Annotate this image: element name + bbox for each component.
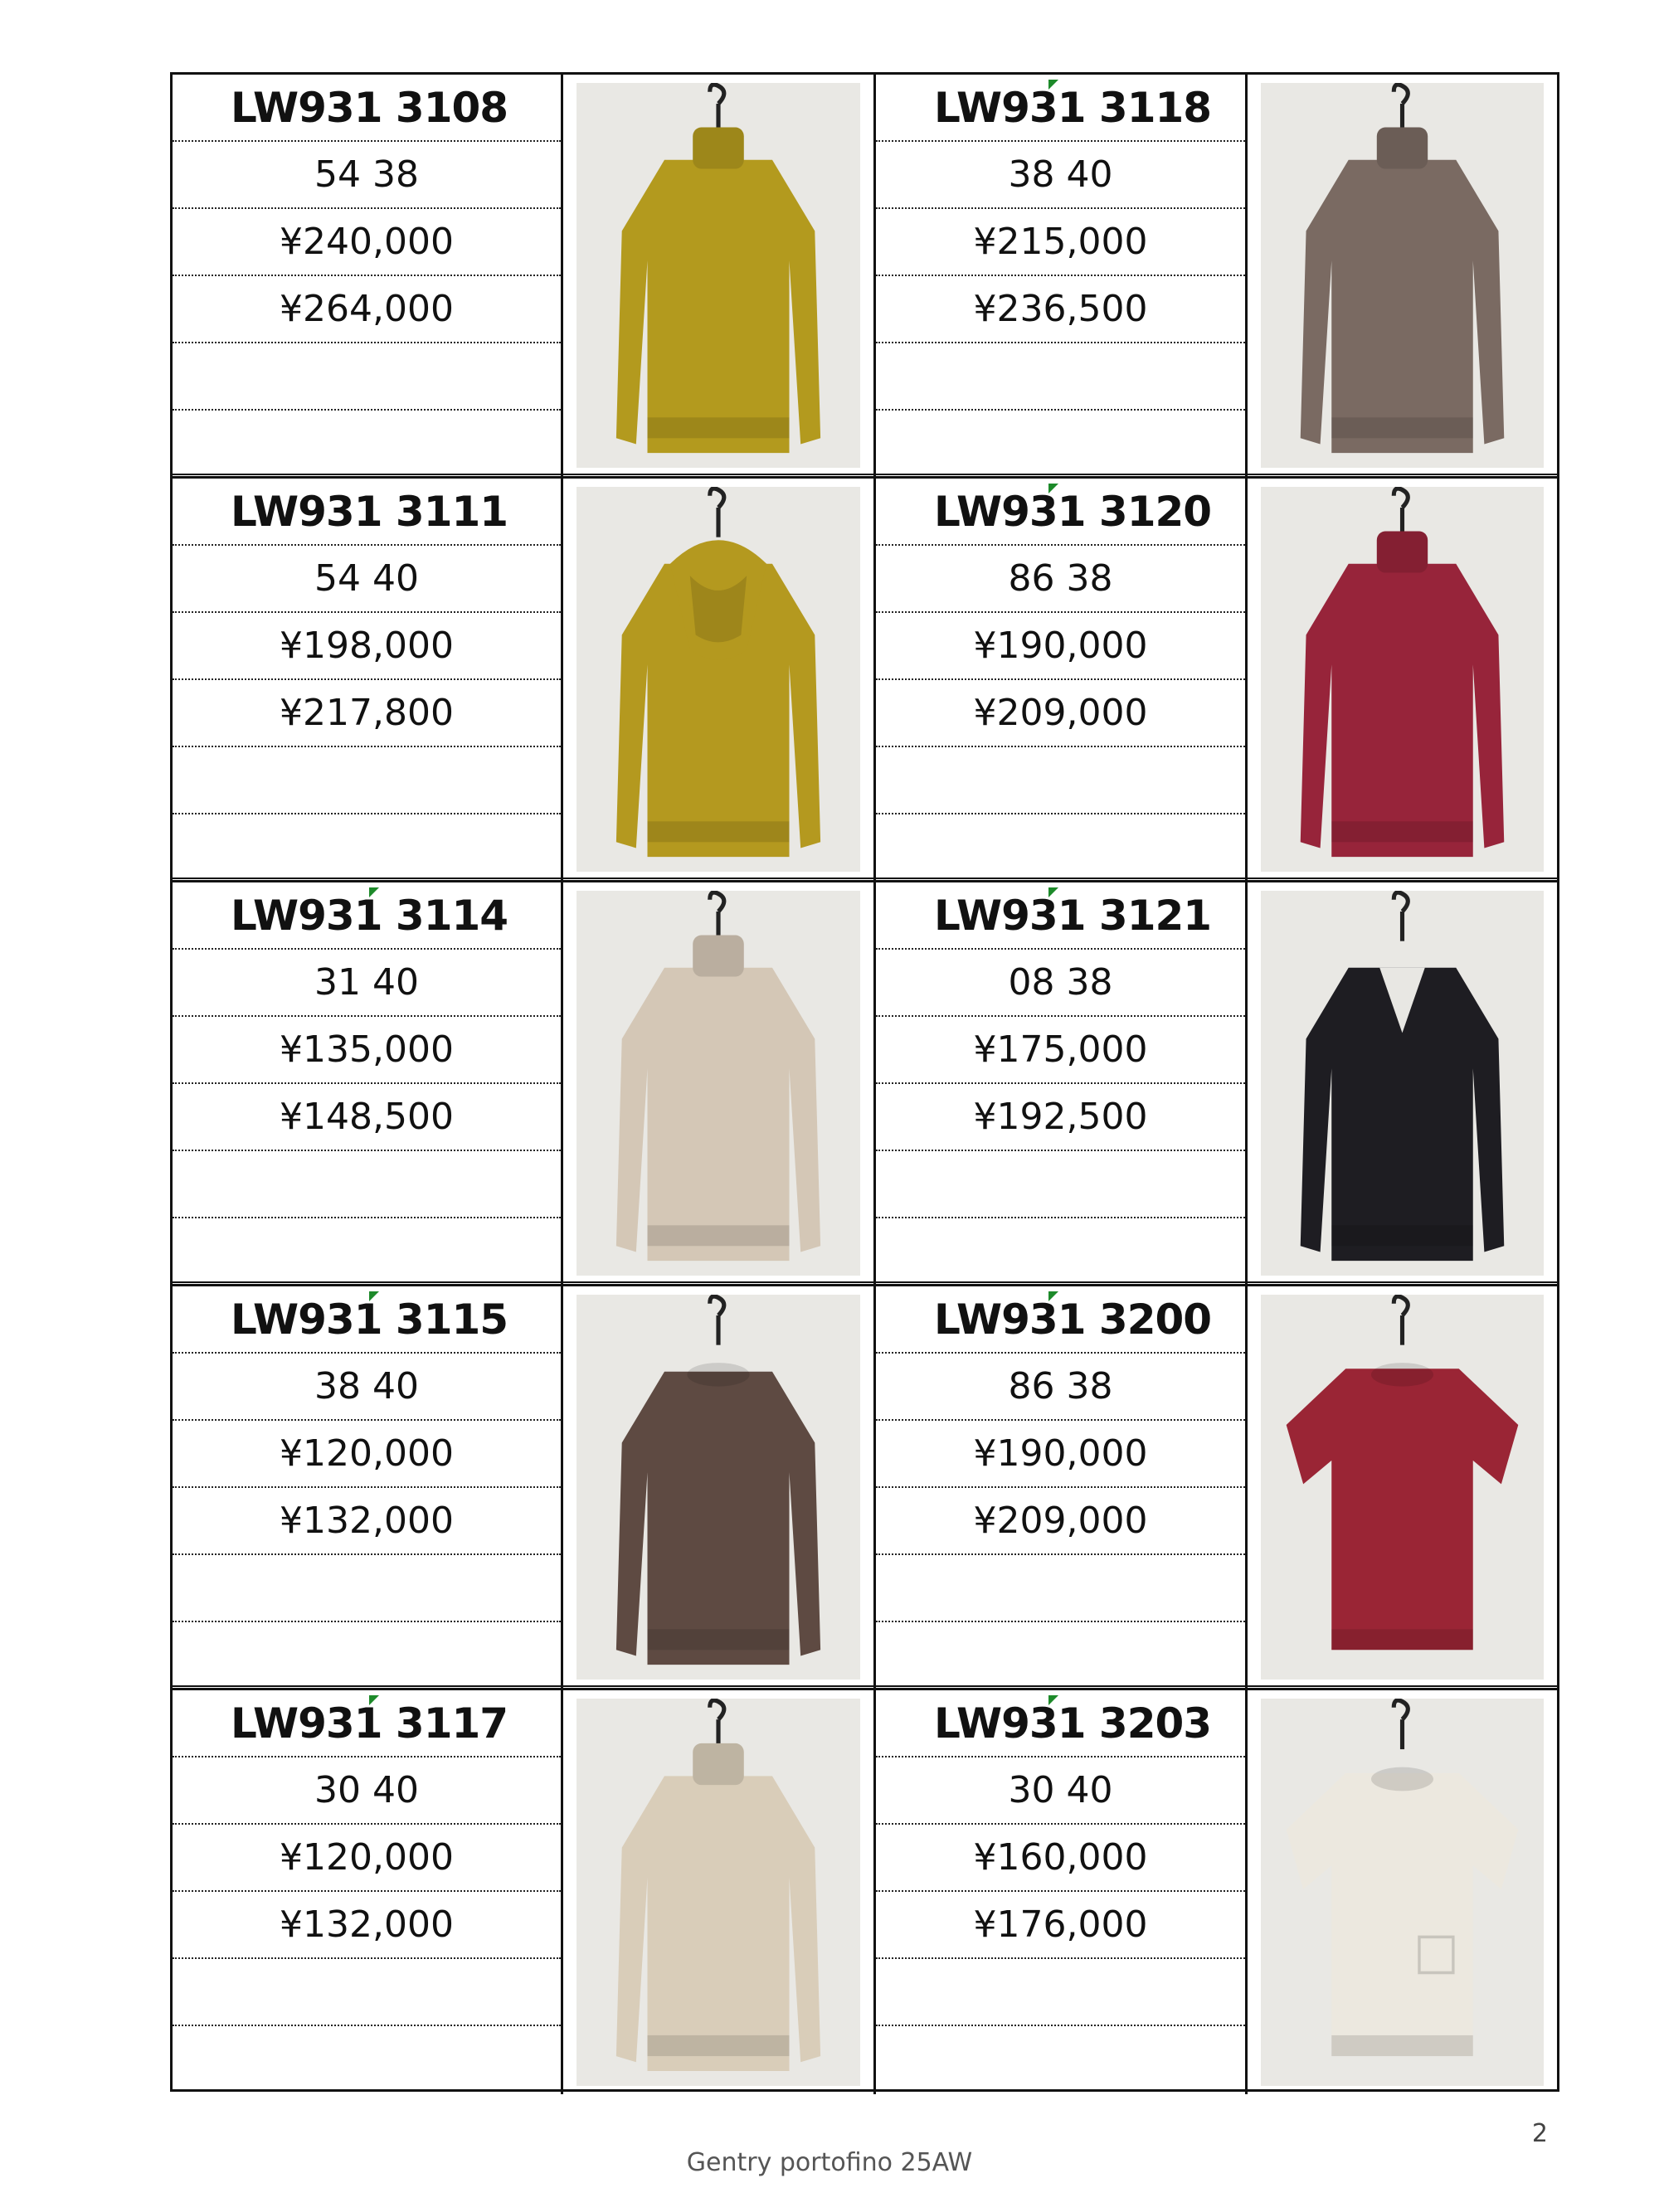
product-photo-cell [1248, 882, 1557, 1284]
product-photo [577, 1295, 860, 1680]
sweater-photo [577, 891, 860, 1276]
blank-line [876, 2026, 1245, 2093]
catalog-row [173, 882, 1557, 1286]
product-code: LW931 3200 [876, 1286, 1245, 1354]
product-size: 86 38 [876, 546, 1245, 613]
product-photo [1261, 487, 1544, 872]
footer-text: Gentry portofino 25AW [686, 2148, 973, 2177]
wholesale-price: ¥215,000 [876, 209, 1245, 276]
product-code: LW931 3121 [876, 882, 1245, 950]
product-photo [577, 487, 860, 872]
blank-line [173, 1555, 561, 1622]
product-photo [1261, 1699, 1544, 2086]
product-photo [577, 83, 860, 468]
product-code: LW931 3108 [173, 75, 561, 142]
product-photo-cell [1248, 479, 1557, 880]
product-info [876, 479, 1248, 880]
catalog-row [173, 1286, 1557, 1690]
blank-line [173, 2026, 561, 2093]
catalog-row [173, 75, 1557, 479]
sweater-photo [577, 487, 860, 872]
retail-price: ¥176,000 [876, 1892, 1245, 1959]
blank-line [876, 747, 1245, 814]
product-code: LW931 3120 [876, 479, 1245, 546]
product-size: 08 38 [876, 950, 1245, 1017]
product-info [876, 1286, 1248, 1688]
product-photo-cell [1248, 1286, 1557, 1688]
sweater-photo [1261, 83, 1544, 468]
sweater-photo [1261, 1699, 1544, 2086]
product-photo-cell [563, 1690, 876, 2094]
product-info [876, 75, 1248, 476]
product-code: LW931 3111 [173, 479, 561, 546]
comment-marker [369, 887, 379, 897]
product-photo-cell [563, 1286, 876, 1688]
product-size: 86 38 [876, 1354, 1245, 1421]
product-code: LW931 3118 [876, 75, 1245, 142]
blank-line [173, 747, 561, 814]
comment-marker [1048, 1695, 1058, 1705]
catalog-row [173, 1690, 1557, 2094]
blank-line [876, 1622, 1245, 1689]
sweater-photo [577, 1699, 860, 2086]
product-size: 38 40 [876, 142, 1245, 209]
retail-price: ¥132,000 [173, 1892, 561, 1959]
blank-line [173, 1218, 561, 1286]
product-info [876, 1690, 1248, 2094]
sweater-photo [1261, 487, 1544, 872]
blank-line [876, 1555, 1245, 1622]
retail-price: ¥192,500 [876, 1084, 1245, 1151]
product-grid [170, 72, 1559, 2092]
blank-line [173, 814, 561, 882]
comment-marker [1048, 484, 1058, 493]
blank-line [173, 343, 561, 411]
page-number: 2 [1531, 2119, 1548, 2148]
product-photo-cell [563, 75, 876, 476]
product-photo-cell [563, 479, 876, 880]
blank-line [876, 1218, 1245, 1286]
blank-line [876, 343, 1245, 411]
wholesale-price: ¥160,000 [876, 1825, 1245, 1892]
sweater-photo [1261, 1295, 1544, 1680]
product-photo-cell [1248, 1690, 1557, 2094]
sweater-photo [577, 83, 860, 468]
blank-line [876, 814, 1245, 882]
product-size: 54 38 [173, 142, 561, 209]
product-photo [577, 1699, 860, 2086]
product-info [173, 1690, 563, 2094]
wholesale-price: ¥190,000 [876, 613, 1245, 680]
wholesale-price: ¥240,000 [173, 209, 561, 276]
product-info [173, 75, 563, 476]
product-info [876, 882, 1248, 1284]
wholesale-price: ¥198,000 [173, 613, 561, 680]
product-size: 30 40 [173, 1757, 561, 1825]
blank-line [173, 1151, 561, 1218]
product-size: 38 40 [173, 1354, 561, 1421]
comment-marker [369, 1695, 379, 1705]
product-photo-cell [563, 882, 876, 1284]
blank-line [173, 1959, 561, 2026]
product-size: 31 40 [173, 950, 561, 1017]
retail-price: ¥209,000 [876, 680, 1245, 747]
product-size: 30 40 [876, 1757, 1245, 1825]
blank-line [173, 411, 561, 478]
product-photo [1261, 891, 1544, 1276]
catalog-row [173, 479, 1557, 882]
comment-marker [1048, 80, 1058, 90]
retail-price: ¥236,500 [876, 276, 1245, 343]
wholesale-price: ¥175,000 [876, 1017, 1245, 1084]
wholesale-price: ¥190,000 [876, 1421, 1245, 1488]
blank-line [173, 1622, 561, 1689]
retail-price: ¥148,500 [173, 1084, 561, 1151]
comment-marker [1048, 1291, 1058, 1301]
product-photo [577, 891, 860, 1276]
product-info [173, 1286, 563, 1688]
product-code: LW931 3203 [876, 1690, 1245, 1757]
product-photo [1261, 83, 1544, 468]
product-size: 54 40 [173, 546, 561, 613]
sweater-photo [577, 1295, 860, 1680]
retail-price: ¥132,000 [173, 1488, 561, 1555]
wholesale-price: ¥135,000 [173, 1017, 561, 1084]
blank-line [876, 411, 1245, 478]
comment-marker [369, 1291, 379, 1301]
product-code: LW931 3114 [173, 882, 561, 950]
retail-price: ¥264,000 [173, 276, 561, 343]
retail-price: ¥217,800 [173, 680, 561, 747]
blank-line [876, 1151, 1245, 1218]
comment-marker [1048, 887, 1058, 897]
product-code: LW931 3117 [173, 1690, 561, 1757]
wholesale-price: ¥120,000 [173, 1825, 561, 1892]
product-photo [1261, 1295, 1544, 1680]
product-info [173, 479, 563, 880]
blank-line [876, 1959, 1245, 2026]
retail-price: ¥209,000 [876, 1488, 1245, 1555]
product-info [173, 882, 563, 1284]
product-code: LW931 3115 [173, 1286, 561, 1354]
product-photo-cell [1248, 75, 1557, 476]
sweater-photo [1261, 891, 1544, 1276]
wholesale-price: ¥120,000 [173, 1421, 561, 1488]
